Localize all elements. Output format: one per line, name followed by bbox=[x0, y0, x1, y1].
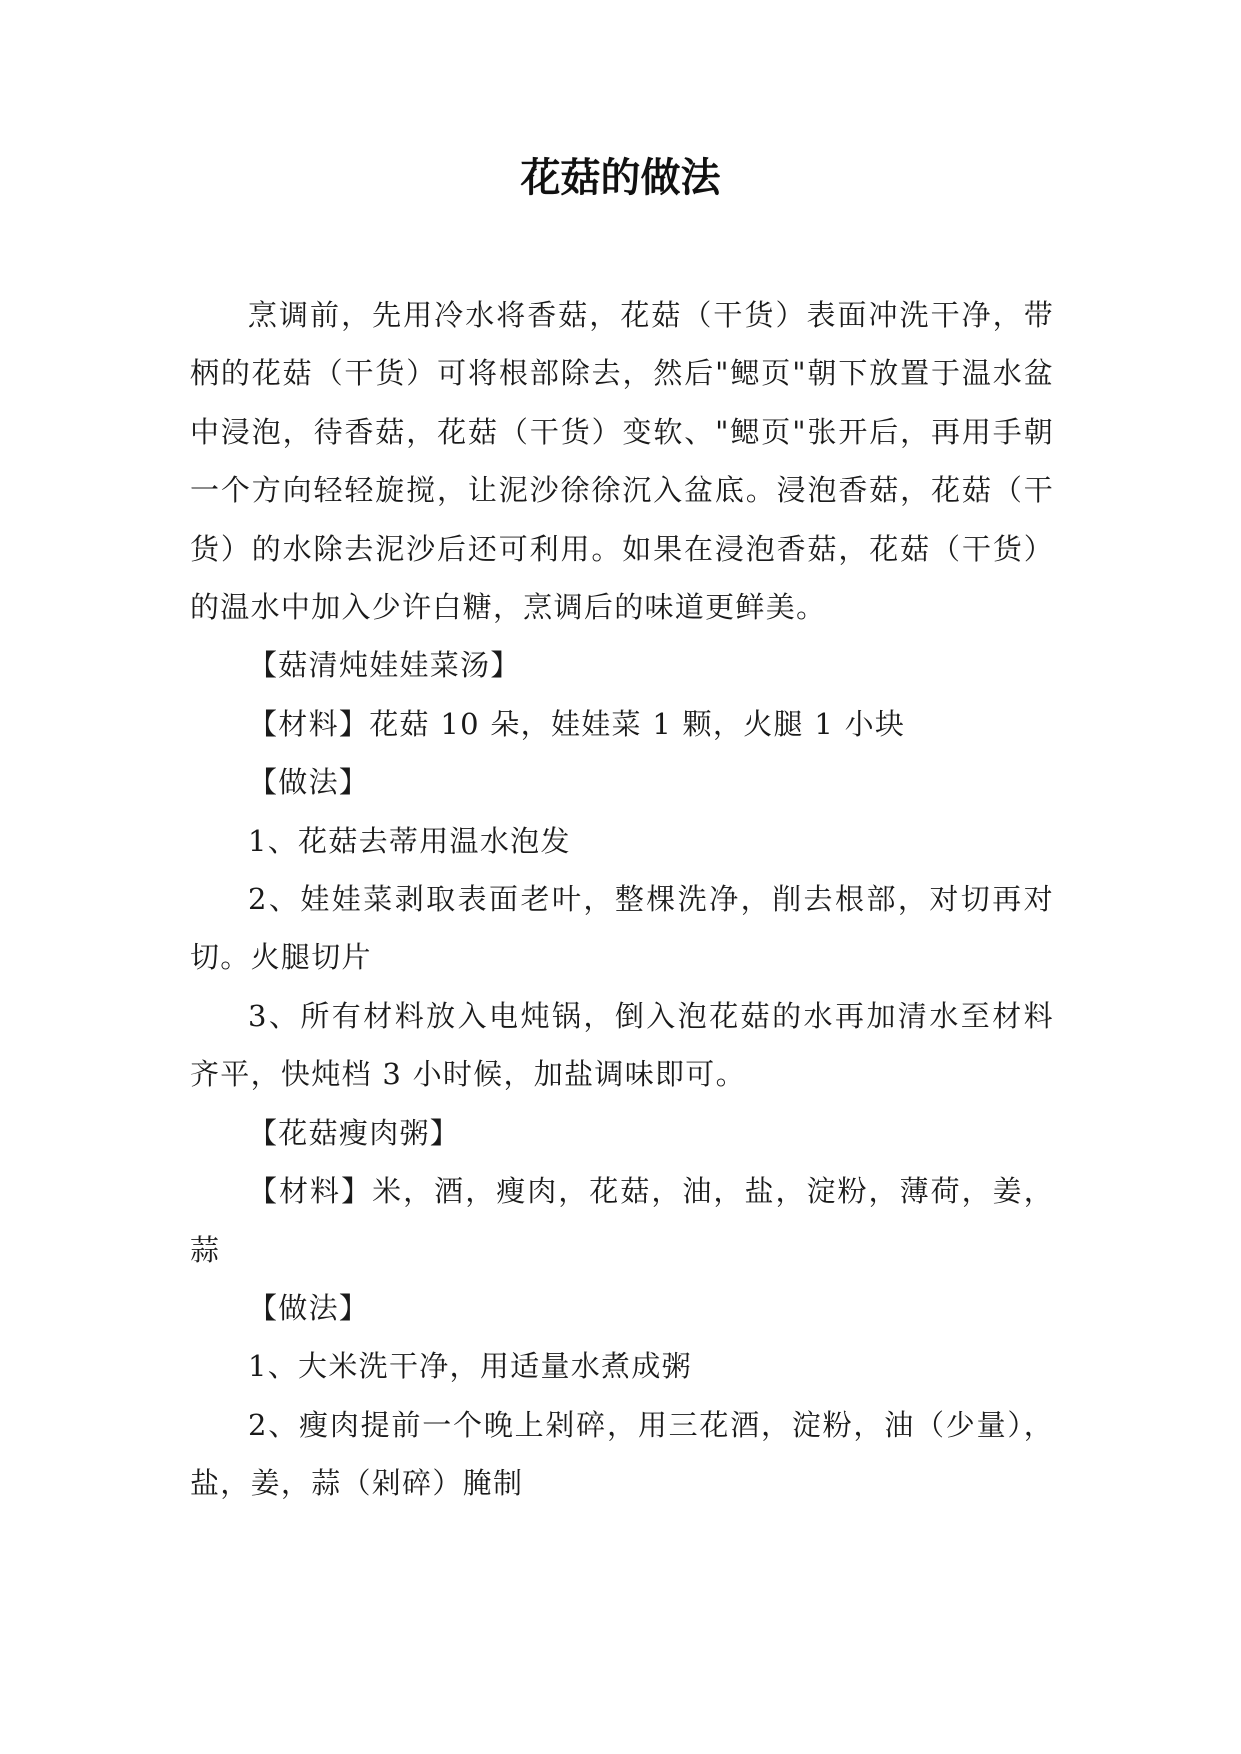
recipe-1-step-2: 2、娃娃菜剥取表面老叶，整棵洗净，削去根部，对切再对切。火腿切片 bbox=[190, 882, 1054, 975]
intro-paragraph: 烹调前，先用冷水将香菇，花菇（干货）表面冲洗干净，带柄的花菇（干货）可将根部除去，然后"鳃页"朝下放置于温水盆中浸泡，待香菇，花菇（干货）变软、"鳃页"张开后，再用手朝一个方向轻轻旋搅，让泥沙徐徐沉入盆底。浸泡香菇，花菇（干货）的水除去泥沙后还可利用。如果在浸泡香菇，花菇（干货）的温水中加入少许白糖，烹调后的味道更鲜美。 bbox=[190, 298, 1054, 625]
recipe-2-heading: 【花菇瘦肉粥】 bbox=[248, 1115, 461, 1150]
recipe-1-heading: 【菇清炖娃娃菜汤】 bbox=[248, 648, 521, 683]
recipe-2-method-heading: 【做法】 bbox=[248, 1290, 370, 1325]
recipe-2-ingredients: 【材料】米，酒，瘦肉，花菇，油，盐，淀粉，薄荷，姜，蒜 bbox=[190, 1174, 1054, 1267]
recipe-1-method-heading: 【做法】 bbox=[248, 765, 370, 800]
recipe-1-ingredients: 【材料】花菇 10 朵，娃娃菜 1 颗，火腿 1 小块 bbox=[248, 706, 906, 741]
recipe-1-step-1: 1、花菇去蒂用温水泡发 bbox=[248, 823, 571, 858]
document-title: 花菇的做法 bbox=[520, 155, 721, 201]
recipe-2-step-2: 2、瘦肉提前一个晚上剁碎，用三花酒，淀粉，油（少量），盐，姜，蒜（剁碎）腌制 bbox=[190, 1407, 1054, 1501]
recipe-1-step-3: 3、所有材料放入电炖锅，倒入泡花菇的水再加清水至材料齐平，快炖档 3 小时候，加盐调味即可。 bbox=[190, 998, 1054, 1092]
document-body bbox=[190, 286, 1054, 1513]
recipe-2-step-1: 1、大米洗干净，用适量水煮成粥 bbox=[248, 1349, 692, 1384]
